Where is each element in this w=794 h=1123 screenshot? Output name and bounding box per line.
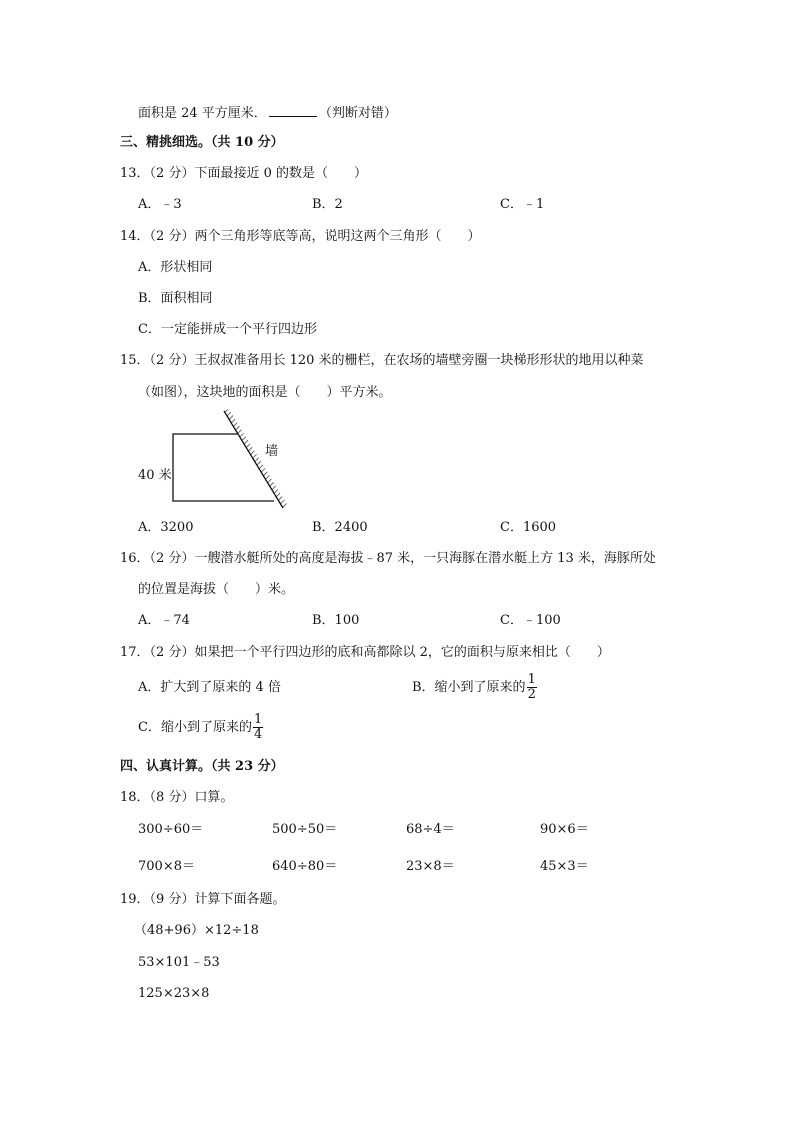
q17-option-b-text: B．缩小到了原来的	[412, 680, 526, 695]
q14-stem: 14．（2 分）两个三角形等底等高，说明这两个三角形（ ）	[120, 229, 481, 244]
q16-option-b[interactable]: B．100	[312, 613, 360, 628]
q19-item-2: 53×101﹣53	[138, 955, 220, 970]
q19-item-1: （48+96）×12÷18	[134, 923, 259, 938]
q13-option-a[interactable]: A．﹣3	[138, 197, 182, 212]
q16-stem-line2: 的位置是海拔（ ）米。	[138, 582, 295, 597]
q18-row1-item3: 68÷4＝	[406, 822, 455, 837]
q15-option-a[interactable]: A．3200	[138, 520, 194, 535]
q16-option-a[interactable]: A．﹣74	[138, 613, 190, 628]
q13-stem: 13．（2 分）下面最接近 0 的数是（ ）	[120, 166, 367, 181]
height-label: 40 米	[138, 468, 172, 483]
answer-blank[interactable]	[269, 104, 317, 117]
q14-option-c[interactable]: C．一定能拼成一个平行四边形	[138, 322, 317, 337]
q17-option-c-text: C．缩小到了原来的	[138, 720, 252, 735]
q15-stem-line1: 15．（2 分）王叔叔准备用长 120 米的栅栏，在农场的墙壁旁圈一块梯形形状的地用以种菜	[120, 353, 644, 368]
q17-stem: 17．（2 分）如果把一个平行四边形的底和高都除以 2，它的面积与原来相比（ ）	[120, 645, 610, 660]
section-4-title: 四、认真计算。（共 23 分）	[120, 759, 284, 774]
wall-hatching	[224, 409, 288, 508]
q14-option-b[interactable]: B．面积相同	[138, 291, 213, 306]
wall-line	[224, 411, 283, 508]
q18-row1-item4: 90×6＝	[540, 822, 589, 837]
q17-option-b[interactable]	[412, 673, 537, 703]
q16-option-c[interactable]: C．﹣100	[500, 613, 561, 628]
fraction-one-quarter: $\frac{1}{4}$	[253, 712, 263, 742]
fraction-one-half: $\frac{1}{2}$	[527, 672, 536, 702]
q12-text: 面积是 24 平方厘米．	[138, 106, 267, 121]
q13-option-b[interactable]: B．2	[312, 197, 343, 212]
q18-row2-item1: 700×8＝	[138, 859, 195, 874]
q19-item-3: 125×23×8	[138, 986, 210, 1001]
q17-option-c[interactable]	[138, 713, 263, 743]
wall-label: 墙	[265, 444, 279, 459]
trapezoid-figure	[130, 405, 310, 515]
q19-stem: 19．（9 分）计算下面各题。	[120, 892, 286, 907]
q16-stem-line1: 16．（2 分）一艘潜水艇所处的高度是海拔﹣87 米，一只海豚在潜水艇上方 13 米，海豚所处	[120, 551, 656, 566]
q12-tail	[138, 104, 397, 122]
q18-stem: 18．（8 分）口算。	[120, 790, 234, 805]
q13-option-c[interactable]: C．﹣1	[500, 197, 545, 212]
q12-suffix: （判断对错）	[318, 106, 397, 121]
q15-option-b[interactable]: B．2400	[312, 520, 368, 535]
q18-row2-item3: 23×8＝	[406, 859, 455, 874]
q18-row2-item2: 640÷80＝	[272, 859, 338, 874]
q18-row1-item2: 500÷50＝	[272, 822, 338, 837]
q15-option-c[interactable]: C．1600	[500, 520, 557, 535]
section-3-title: 三、精挑细选。（共 10 分）	[120, 135, 284, 150]
q14-option-a[interactable]: A．形状相同	[138, 260, 213, 275]
q17-option-a[interactable]: A．扩大到了原来的 4 倍	[138, 680, 281, 695]
q18-row2-item4: 45×3＝	[540, 859, 589, 874]
q15-stem-line2: （如图），这块地的面积是（ ）平方米。	[138, 385, 392, 400]
q18-row1-item1: 300÷60＝	[138, 822, 204, 837]
